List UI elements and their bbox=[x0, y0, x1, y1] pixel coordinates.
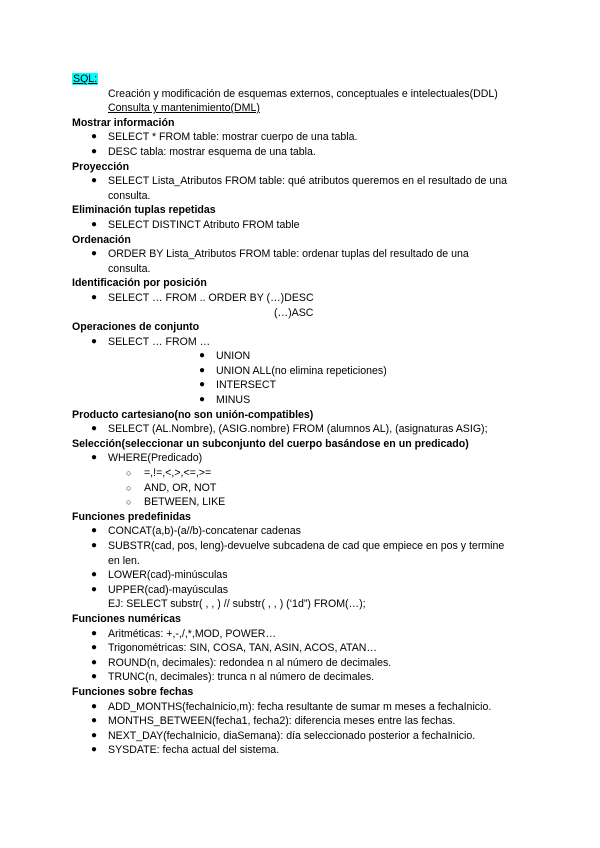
list-item: ● Trigonométricas: SIN, COSA, TAN, ASIN, ACOS, ATAN… bbox=[91, 642, 378, 655]
sub-list-item: ○ =,!=,<,>,<=,>= bbox=[126, 467, 212, 480]
bullet-icon: ● bbox=[91, 569, 98, 581]
sub-list-item: ○ AND, OR, NOT bbox=[126, 481, 217, 494]
list-item: ● ADD_MONTHS(fechaInicio,m): fecha resultante de sumar m meses a fechaInicio. bbox=[91, 700, 492, 713]
circle-bullet-icon: ○ bbox=[126, 482, 132, 493]
sub-list-item: ○ BETWEEN, LIKE bbox=[126, 496, 226, 509]
bullet-icon: ● bbox=[91, 583, 98, 595]
intro-dml: Consulta y mantenimiento(DML) bbox=[108, 102, 260, 115]
bullet-icon: ● bbox=[91, 423, 98, 435]
bullet-icon: ● bbox=[91, 671, 98, 683]
section-title-conjunto: Operaciones de conjunto bbox=[72, 321, 200, 334]
list-item: ● CONCAT(a,b)-(a//b)-concatenar cadenas bbox=[91, 525, 301, 538]
circle-bullet-icon: ○ bbox=[126, 497, 132, 508]
section-title-fechas: Funciones sobre fechas bbox=[72, 685, 194, 698]
bullet-icon: ● bbox=[91, 145, 98, 157]
bullet-icon: ● bbox=[91, 218, 98, 230]
list-item: ● LOWER(cad)-minúsculas bbox=[91, 569, 228, 582]
section-title-mostrar: Mostrar información bbox=[72, 116, 175, 129]
list-item: ● SELECT … FROM .. ORDER BY (…)DESC bbox=[91, 291, 314, 304]
example-line: EJ: SELECT substr( , , ) // substr( , , ) (‘1d”) FROM(…); bbox=[108, 598, 366, 611]
bullet-icon: ● bbox=[91, 656, 98, 668]
sub-list-item: ● MINUS bbox=[199, 394, 251, 407]
bullet-icon: ● bbox=[91, 131, 98, 143]
bullet-icon: ● bbox=[91, 335, 98, 347]
bullet-icon: ● bbox=[91, 175, 98, 187]
bullet-icon: ● bbox=[91, 452, 98, 464]
section-title-identificacion: Identificación por posición bbox=[72, 277, 207, 290]
bullet-icon: ● bbox=[91, 627, 98, 639]
list-item-continuation: consulta. bbox=[108, 262, 151, 275]
bullet-icon: ● bbox=[199, 364, 206, 376]
list-item: ● SELECT * FROM table: mostrar cuerpo de una tabla. bbox=[91, 131, 358, 144]
list-item-continuation: en len. bbox=[108, 554, 140, 567]
bullet-icon: ● bbox=[199, 350, 206, 362]
bullet-icon: ● bbox=[91, 291, 98, 303]
list-item: ● WHERE(Predicado) bbox=[91, 452, 203, 465]
section-title-predefinidas: Funciones predefinidas bbox=[72, 510, 191, 523]
order-asc-line: (…)ASC bbox=[274, 306, 314, 319]
section-title-proyeccion: Proyección bbox=[72, 160, 130, 173]
list-item: ● TRUNC(n, decimales): trunca n al número de decimales. bbox=[91, 671, 375, 684]
section-title-eliminacion: Eliminación tuplas repetidas bbox=[72, 204, 216, 217]
list-item-continuation: consulta. bbox=[108, 189, 151, 202]
bullet-icon: ● bbox=[91, 525, 98, 537]
list-item: ● DESC tabla: mostrar esquema de una tabla. bbox=[91, 145, 316, 158]
intro-ddl: Creación y modificación de esquemas externos, conceptuales e intelectuales(DDL) bbox=[108, 87, 498, 100]
bullet-icon: ● bbox=[91, 642, 98, 654]
list-item: ● NEXT_DAY(fechaInicio, diaSemana): día seleccionado posterior a fechaInicio. bbox=[91, 729, 476, 742]
list-item: ● SELECT … FROM … bbox=[91, 335, 211, 348]
document-page bbox=[0, 72, 600, 758]
list-item: ● SUBSTR(cad, pos, leng)-devuelve subcadena de cad que empiece en pos y termine bbox=[91, 540, 505, 552]
list-item: ● ORDER BY Lista_Atributos FROM table: ordenar tuplas del resultado de una bbox=[91, 248, 469, 261]
bullet-icon: ● bbox=[199, 394, 206, 406]
section-title-numericas: Funciones numéricas bbox=[72, 612, 181, 625]
section-title-ordenacion: Ordenación bbox=[72, 233, 131, 246]
list-item: ● SYSDATE: fecha actual del sistema. bbox=[91, 744, 280, 757]
list-item: ● MONTHS_BETWEEN(fecha1, fecha2): diferencia meses entre las fechas. bbox=[91, 715, 456, 728]
bullet-icon: ● bbox=[91, 540, 98, 551]
list-item: ● SELECT (AL.Nombre), (ASIG.nombre) FROM (alumnos AL), (asignaturas ASIG); bbox=[91, 423, 488, 436]
circle-bullet-icon: ○ bbox=[126, 468, 132, 479]
sub-list-item: ● UNION bbox=[199, 350, 251, 363]
bullet-icon: ● bbox=[199, 379, 206, 391]
bullet-icon: ● bbox=[91, 248, 98, 260]
section-title-seleccion: Selección(seleccionar un subconjunto del cuerpo basándose en un predicado) bbox=[72, 437, 469, 450]
list-item: ● SELECT DISTINCT Atributo FROM table bbox=[91, 218, 300, 231]
list-item: ● SELECT Lista_Atributos FROM table: qué atributos queremos en el resultado de una bbox=[91, 175, 508, 188]
section-title-producto: Producto cartesiano(no son unión-compatibles) bbox=[72, 408, 314, 421]
list-item: ● UPPER(cad)-mayúsculas bbox=[91, 583, 229, 596]
bullet-icon: ● bbox=[91, 729, 98, 741]
bullet-icon: ● bbox=[91, 700, 98, 712]
sql-heading-tag: SQL: bbox=[73, 73, 98, 85]
bullet-icon: ● bbox=[91, 744, 98, 756]
sub-list-item: ● UNION ALL(no elimina repeticiones) bbox=[199, 364, 387, 377]
list-item: ● ROUND(n, decimales): redondea n al número de decimales. bbox=[91, 656, 392, 669]
bullet-icon: ● bbox=[91, 715, 98, 727]
list-item: ● Aritméticas: +,-,/,*,MOD, POWER… bbox=[91, 627, 277, 640]
sub-list-item: ● INTERSECT bbox=[199, 379, 277, 392]
